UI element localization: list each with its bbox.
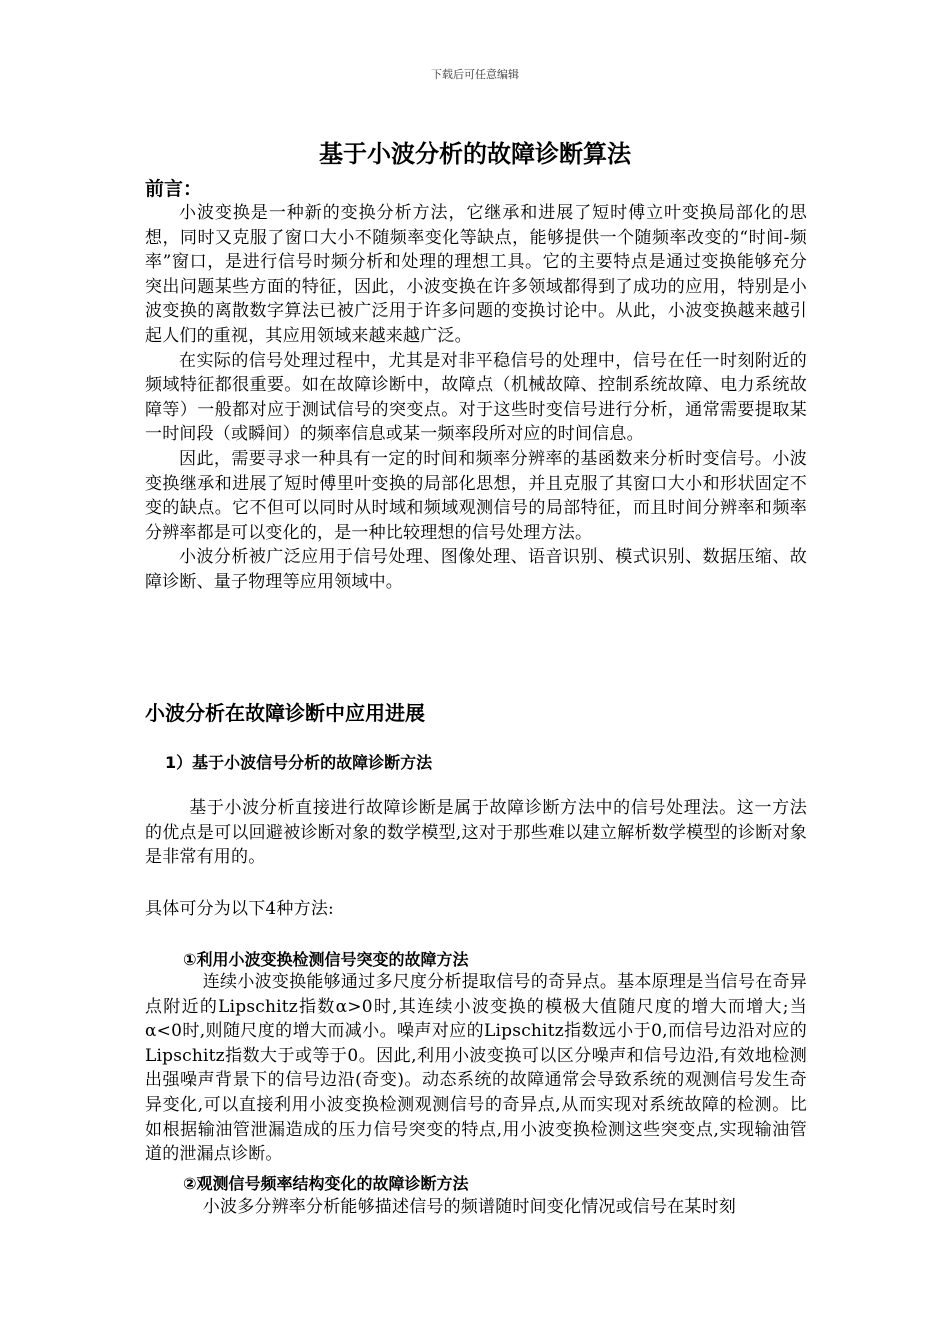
preface-paragraph-2: 在实际的信号处理过程中，尤其是对非平稳信号的处理中，信号在任一时刻附近的频域特征都很重要。如在故障诊断中，故障点（机械故障、控制系统故障、电力系统故障等）一般都对应于测试信号的突变点。对于这些时变信号进行分析，通常需要提取某一时间段（或瞬间）的频率信息或某一频率段所对应的时间信息。 bbox=[145, 350, 807, 445]
methods-intro-block bbox=[145, 897, 807, 922]
method1-heading: ①利用小波变换检测信号突变的故障方法 bbox=[183, 950, 469, 969]
intro-paragraph: 基于小波分析直接进行故障诊断是属于故障诊断方法中的信号处理法。这一方法的优点是可以回避被诊断对象的数学模型,这对于那些难以建立解析数学模型的诊断对象是非常有用的。 bbox=[145, 798, 807, 868]
preface-paragraph-4: 小波分析被广泛应用于信号处理、图像处理、语音识别、模式识别、数据压缩、故障诊断、量子物理等应用领域中。 bbox=[145, 547, 807, 592]
header-note: 下载后可任意编辑 bbox=[431, 68, 519, 81]
preface-paragraph-1: 小波变换是一种新的变换分析方法，它继承和进展了短时傅立叶变换局部化的思想，同时又克服了窗口大小不随频率变化等缺点，能够提供一个随频率改变的“时间-频率”窗口，是进行信号时频分析和处理的理想工具。它的主要特点是通过变换能够充分突出问题某些方面的特征，因此，小波变换在许多领域都得到了成功的应用，特别是小波变换的离散数字算法已被广泛用于许多问题的变换讨论中。从此，小波变换越来越引起人们的重视，其应用领域来越来越广泛。 bbox=[145, 203, 807, 346]
method2-body bbox=[145, 1195, 807, 1220]
method2-paragraph: 小波多分辨率分析能够描述信号的频谱随时间变化情况或信号在某时刻 bbox=[202, 1197, 736, 1217]
method1-body bbox=[145, 970, 807, 1167]
intro-body bbox=[145, 796, 807, 870]
sub-heading: 1）基于小波信号分析的故障诊断方法 bbox=[165, 753, 433, 772]
preface-paragraph-3: 因此，需要寻求一种具有一定的时间和频率分辨率的基函数来分析时变信号。小波变换继承和进展了短时傅里叶变换的局部化思想，并且克服了其窗口大小和形状固定不变的缺点。它不但可以同时从时域和频域观测信号的局部特征，而且时间分辨率和频率分辨率都是可以变化的，是一种比较理想的信号处理方法。 bbox=[145, 448, 807, 543]
method1-paragraph: 连续小波变换能够通过多尺度分析提取信号的奇异点。基本原理是当信号在奇异点附近的Lipschitz指数α>0时,其连续小波变换的模极大值随尺度的增大而增大;当α<0时,则随尺度的增大而减小。噪声对应的Lipschitz指数远小于0,而信号边沿对应的Lipschitz指数大于或等于0。因此,利用小波变换可以区分噪声和信号边沿,有效地检测出强噪声背景下的信号边沿(奇变)。动态系统的故障通常会导致系统的观测信号发生奇异变化,可以直接利用小波变换检测观测信号的奇异点,从而实现对系统故障的检测。比如根据输油管泄漏造成的压力信号突变的特点,用小波变换检测这些突变点,实现输油管道的泄漏点诊断。 bbox=[145, 972, 807, 1165]
preface-body bbox=[145, 201, 807, 595]
preface-heading: 前言： bbox=[145, 178, 203, 200]
document-title: 基于小波分析的故障诊断算法 bbox=[319, 140, 631, 168]
method2-heading: ②观测信号频率结构变化的故障诊断方法 bbox=[183, 1174, 469, 1193]
section-heading: 小波分析在故障诊断中应用进展 bbox=[145, 701, 425, 725]
methods-intro: 具体可分为以下4种方法: bbox=[145, 899, 334, 919]
